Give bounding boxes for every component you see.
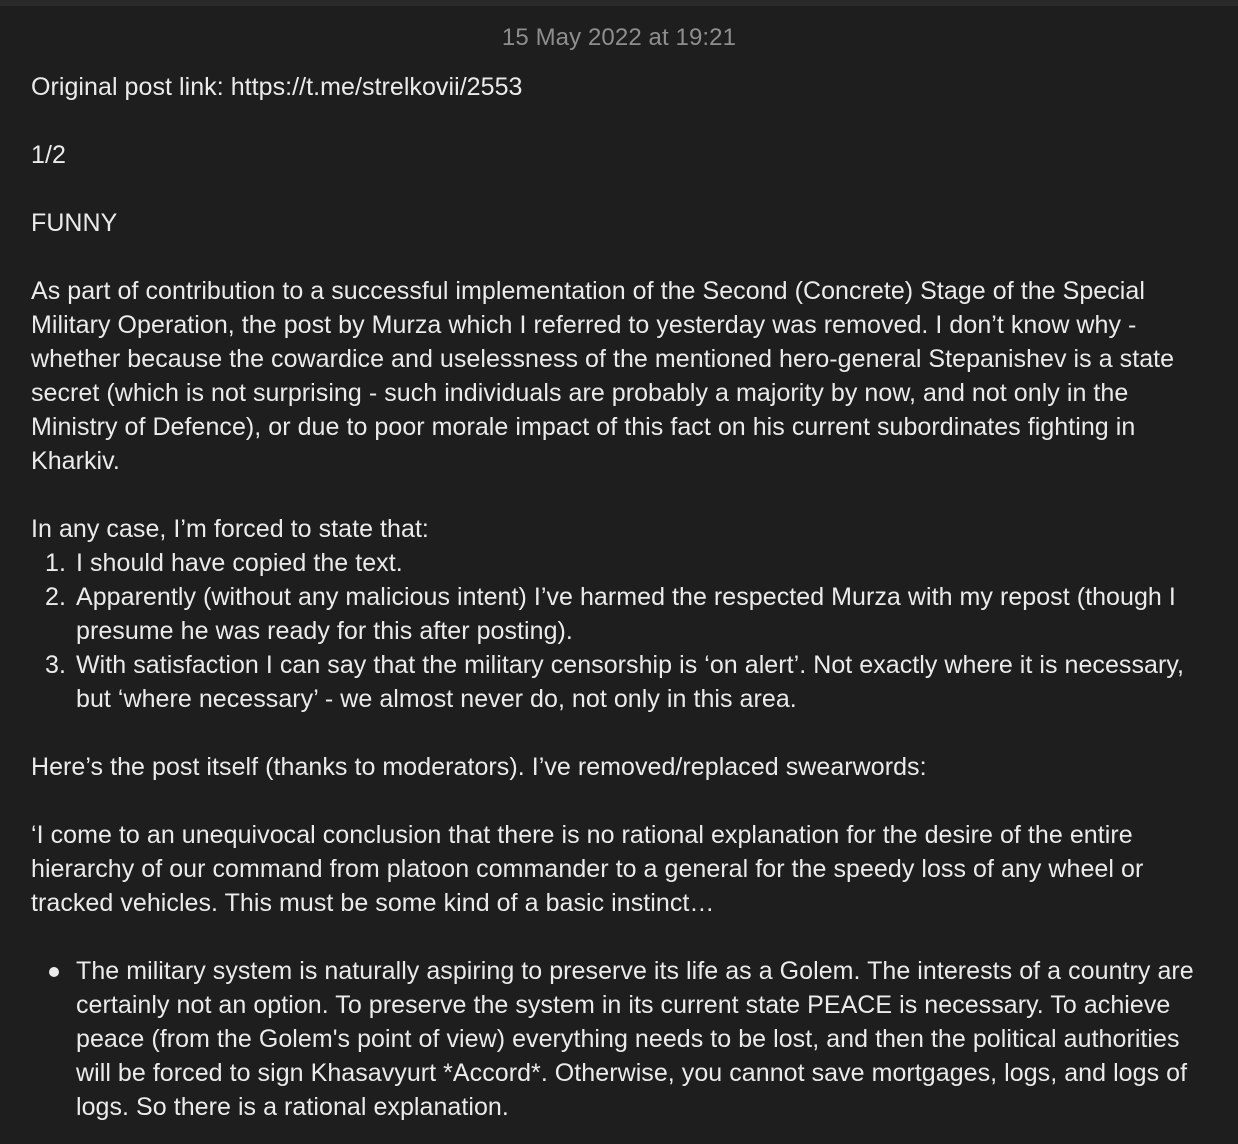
- quote-paragraph: ‘I come to an unequivocal conclusion that there is no rational explanation for the desire of the entire hierarchy of our command from platoon commander to a general for the speedy loss of any wheel or tracked vehicles. This must be some kind of a basic instinct…: [31, 821, 1144, 917]
- list-item-text: The military system is naturally aspiring to preserve its life as a Golem. The interests of a country are certainly not an option. To preserve the system in its current state PEACE is necessary. To achieve peace (from the Golem's point of view) everything needs to be lost, and then the political authorities will be forced to sign Khasavyurt *Accord*. Otherwise, you cannot save mortgages, logs, and logs of logs. So there is a rational explanation.: [76, 957, 1194, 1121]
- numbered-list: [31, 546, 1216, 716]
- original-link-line: Original post link: https://t.me/strelkovii/2553: [31, 73, 523, 101]
- post-intro: Here’s the post itself (thanks to moderators). I’ve removed/replaced swearwords:: [31, 753, 927, 781]
- bullet-list: [31, 954, 1216, 1124]
- intro-line: In any case, I’m forced to state that:: [31, 515, 429, 543]
- note-heading: FUNNY: [31, 209, 118, 237]
- part-label: 1/2: [31, 141, 66, 169]
- paragraph: As part of contribution to a successful implementation of the Second (Concrete) Stage of the Special Military Operation, the post by Murza which I referred to yesterday was removed. I don’t know why - whether because the cowardice and uselessness of the mentioned hero-general Stepanishev is a state secret (which is not surprising - such individuals are probably a majority by now, and not only in the Ministry of Defence), or due to poor morale impact of this fact on his current subordinates fighting in Kharkiv.: [31, 277, 1175, 475]
- numbered-list-item: [31, 648, 1216, 716]
- list-item-text: With satisfaction I can say that the military censorship is ‘on alert’. Not exactly where it is necessary, but ‘where necessary’ - we almost never do, not only in this area.: [76, 651, 1185, 713]
- blank-line: [31, 478, 1216, 512]
- list-number: 3.: [45, 651, 66, 679]
- blank-line: [31, 716, 1216, 750]
- list-item-text: Apparently (without any malicious intent) I’ve harmed the respected Murza with my repost (though I presume he was ready for this after posting).: [76, 583, 1176, 645]
- bullet-dot-icon: [49, 967, 59, 977]
- window-top-edge: [0, 0, 1238, 6]
- bullet-list-item: [31, 954, 1216, 1124]
- note-timestamp: 15 May 2022 at 19:21: [501, 24, 737, 51]
- blank-line: [31, 172, 1216, 206]
- blank-line: [31, 920, 1216, 954]
- list-number: 1.: [45, 549, 66, 577]
- note-text-area[interactable]: [31, 70, 1216, 1124]
- numbered-list-item: [31, 580, 1216, 648]
- list-number: 2.: [45, 583, 66, 611]
- list-item-text: I should have copied the text.: [76, 549, 403, 577]
- numbered-list-item: [31, 546, 1216, 580]
- blank-line: [31, 784, 1216, 818]
- blank-line: [31, 104, 1216, 138]
- blank-line: [31, 240, 1216, 274]
